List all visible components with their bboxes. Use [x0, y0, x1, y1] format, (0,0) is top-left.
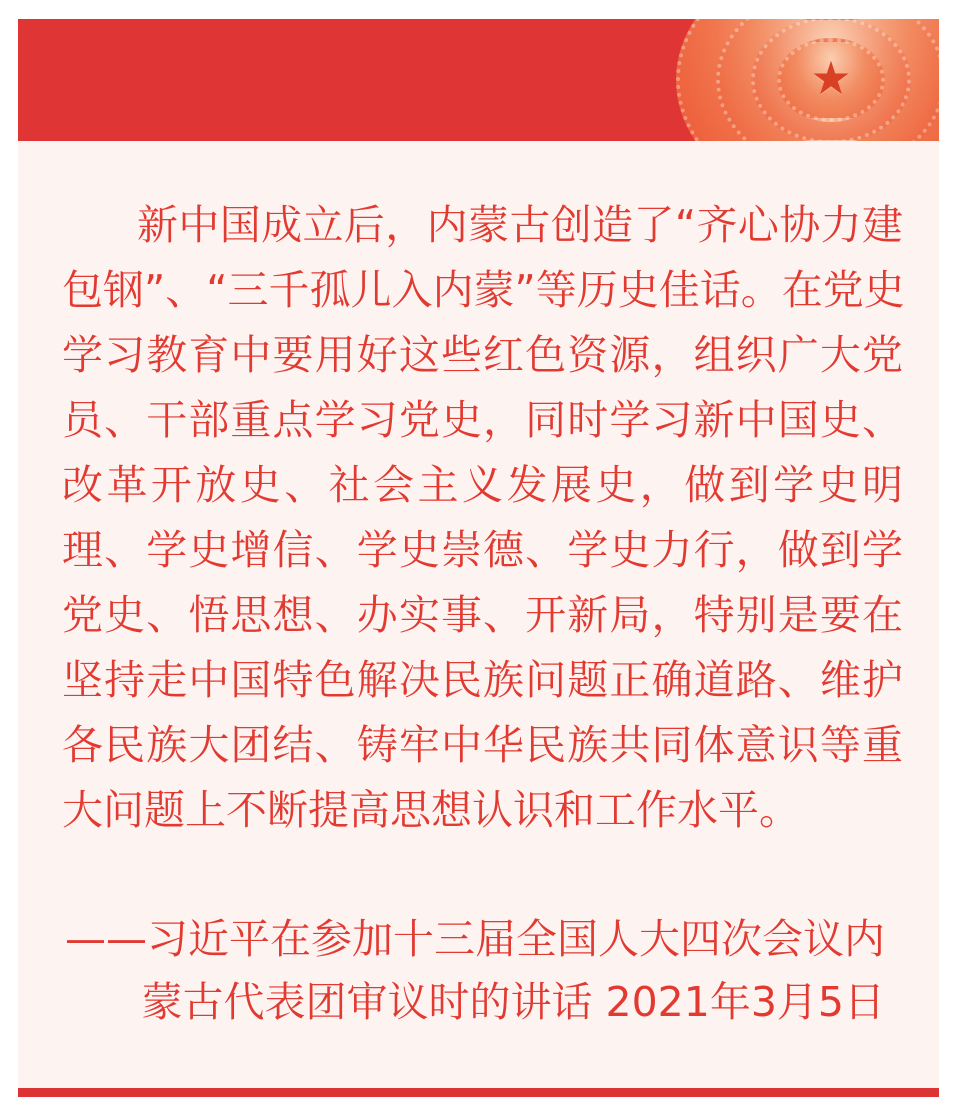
- quote-line: 新中国成立后，内蒙古创造了“齐心协力建: [137, 201, 903, 249]
- quote-line: 大问题上不断提高思想认识和工作水平。: [62, 786, 800, 834]
- top-banner: [18, 19, 939, 141]
- quote-line: 学习教育中要用好这些红色资源，组织广大党: [62, 331, 903, 379]
- poster-frame: [18, 19, 939, 1097]
- emblem-core: [777, 38, 885, 122]
- quote-body: [18, 141, 939, 1088]
- bottom-red-bar: [18, 1088, 939, 1097]
- quote-line: 各民族大团结、铸牢中华民族共同体意识等重: [62, 721, 903, 769]
- star-icon: ★: [810, 51, 852, 105]
- quote-line: 理、学史增信、学史崇德、学史力行，做到学: [62, 526, 903, 574]
- quote-line: 坚持走中国特色解决民族问题正确道路、维护: [62, 656, 903, 704]
- quote-line: 包钢”、“三千孤儿入内蒙”等历史佳话。在党史: [62, 266, 905, 314]
- attribution-line-2: 蒙古代表团审议时的讲话 2021年3月5日: [141, 978, 885, 1026]
- quote-line: 改革开放史、社会主义发展史，做到学史明: [62, 461, 903, 509]
- attribution: [62, 908, 903, 1034]
- quote-line: 党史、悟思想、办实事、开新局，特别是要在: [62, 591, 903, 639]
- attribution-line-1: ——习近平在参加十三届全国人大四次会议内: [65, 915, 885, 963]
- quote-line: 员、干部重点学习党史，同时学习新中国史、: [62, 396, 903, 444]
